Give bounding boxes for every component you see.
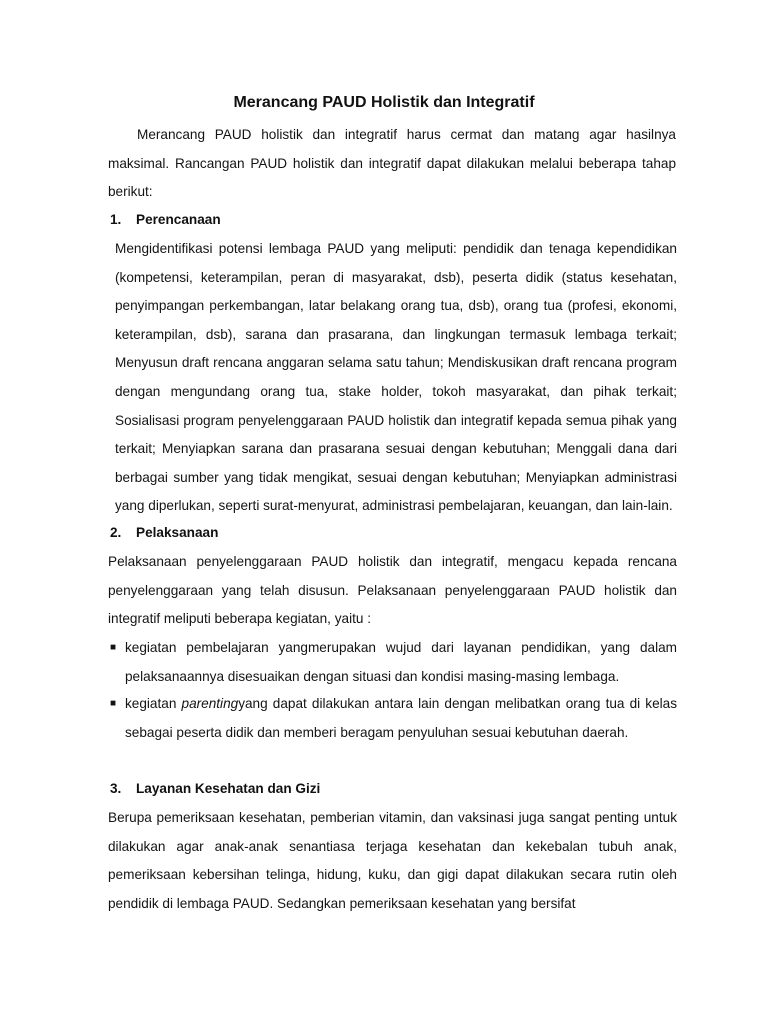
list-item <box>108 690 677 747</box>
list-item-text-pre: kegiatan <box>125 696 182 711</box>
section-heading-perencanaan <box>110 210 221 230</box>
section-body-layanan-kesehatan: Berupa pemeriksaan kesehatan, pemberian vitamin, dan vaksinasi juga sangat penting untuk dilakukan agar anak-anak senantiasa terjaga kesehatan dan kekebalan tubuh anak, pemeriksaan kebersihan telinga, hidung, kuku, dan gigi dapat dilakukan secara rutin oleh pendidik di lembaga PAUD. Sedangkan pemeriksaan kesehatan yang bersifat <box>108 810 677 911</box>
list-item-text: kegiatan pembelajaran yangmerupakan wujud dari layanan pendidikan, yang dalam pelaksanaannya disesuaikan dengan situasi dan kondisi masing-masing lembaga. <box>125 640 677 684</box>
section-title: Perencanaan <box>136 212 221 227</box>
list-item <box>108 634 677 691</box>
section-number: 3. <box>110 781 122 796</box>
section-title: Layanan Kesehatan dan Gizi <box>136 781 321 796</box>
list-item-text <box>125 690 677 747</box>
document-title: Merancang PAUD Holistik dan Integratif <box>233 94 535 111</box>
section-heading-pelaksanaan <box>110 523 218 543</box>
section-heading-layanan-kesehatan <box>110 779 320 799</box>
section-body-perencanaan: Mengidentifikasi potensi lembaga PAUD yang meliputi: pendidik dan tenaga kependidikan (kompetensi, keterampilan, peran di masyarakat, dsb), peserta didik (status kesehatan, penyimpangan perkembangan, latar belakang orang tua, dsb), orang tua (profesi, ekonomi, keterampilan, dsb), sarana dan prasarana, dan lingkungan termasuk lembaga terkait; Menyusun draft rencana anggaran selama satu tahun; Mendiskusikan draft rencana program dengan mengundang orang tua, stake holder, tokoh masyarakat, dan pihak terkait; Sosialisasi program penyelenggaraan PAUD holistik dan integratif kepada semua pihak yang terkait; Menyiapkan sarana dan prasarana sesuai dengan kebutuhan; Menggali dana dari berbagai sumber yang tidak mengikat, sesuai dengan kebutuhan; Menyiapkan administrasi yang diperlukan, seperti surat-menyurat, administrasi pembelajaran, keuangan, dan lain-lain. <box>115 241 677 514</box>
intro-paragraph: Merancang PAUD holistik dan integratif harus cermat dan matang agar hasilnya maksimal. Rancangan PAUD holistik dan integratif dapat dilakukan melalui beberapa tahap berikut: <box>108 127 676 200</box>
list-item-text-italic: parenting <box>181 696 239 711</box>
list-item-text-post: yang dapat dilakukan antara lain dengan melibatkan orang tua di kelas sebagai peserta didik dan memberi beragam penyuluhan sesuai kebutuhan daerah. <box>125 696 678 740</box>
square-bullet-icon: ■ <box>110 698 117 709</box>
section-number: 2. <box>110 525 122 540</box>
section-number: 1. <box>110 212 122 227</box>
square-bullet-icon: ■ <box>110 642 117 653</box>
section-title: Pelaksanaan <box>136 525 219 540</box>
section-body-pelaksanaan: Pelaksanaan penyelenggaraan PAUD holistik dan integratif, mengacu kepada rencana penyelenggaraan yang telah disusun. Pelaksanaan penyelenggaraan PAUD holistik dan integratif meliputi beberapa kegiatan, yaitu : <box>108 554 677 627</box>
